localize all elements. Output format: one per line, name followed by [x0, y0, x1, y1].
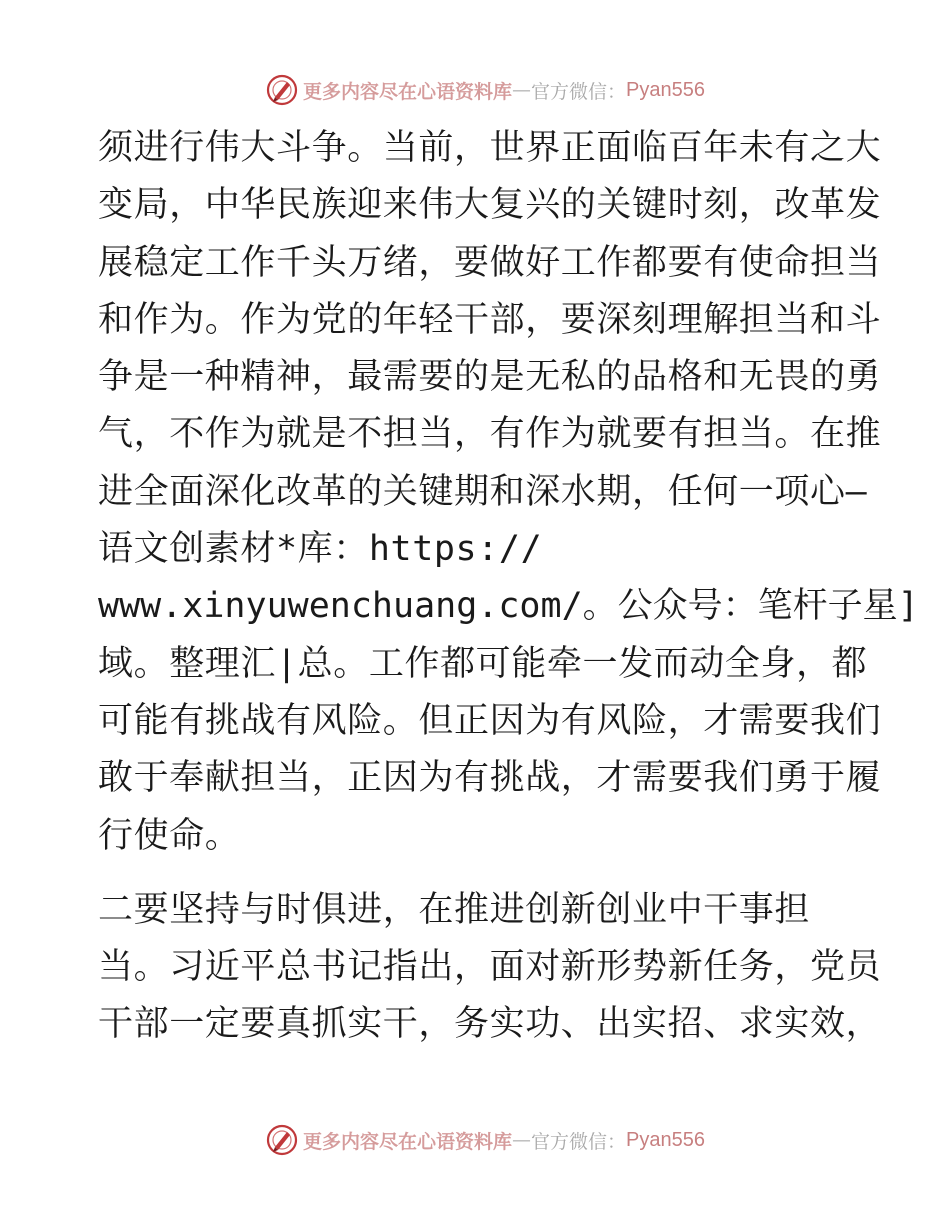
text-line: 当。习近平总书记指出，面对新形势新任务，党员 [98, 947, 882, 988]
text-line: 气，不作为就是不担当，有作为就要有担当。在推 [98, 414, 882, 455]
watermark-separator: — [512, 1129, 532, 1151]
text-line: 可能有挑战有风险。但正因为有风险，才需要我们 [98, 700, 882, 741]
header-watermark [0, 70, 950, 110]
watermark-wechat-id: Pyan556 [626, 1128, 705, 1151]
text-line: 二要坚持与时俱进，在推进创新创业中干事担 [98, 889, 811, 930]
text-line: 语文创素材*库：https:// [98, 529, 543, 570]
text-line: 行使命。 [98, 815, 241, 856]
watermark-separator: — [512, 79, 532, 101]
text-line: 展稳定工作千头万绪，要做好工作都要有使命担当 [98, 242, 882, 283]
text-line: 敢于奉献担当，正因为有挑战，才需要我们勇于履 [98, 758, 882, 799]
watermark-official-label: 官方微信： [531, 80, 627, 103]
body-text [98, 120, 919, 1054]
watermark-main-text: 更多内容尽在心语资料库 [303, 80, 513, 103]
text-line: 进全面深化改革的关键期和深水期，任何一项心— [98, 471, 868, 512]
footer-watermark [0, 1120, 950, 1160]
text-line: 域。整理汇|总。工作都可能牵一发而动全身，都 [98, 643, 868, 684]
watermark-main-text: 更多内容尽在心语资料库 [303, 1130, 513, 1153]
text-line: 干部一定要真抓实干，务实功、出实招、求实效， [98, 1004, 882, 1045]
text-line: 争是一种精神，最需要的是无私的品格和无畏的勇 [98, 357, 882, 398]
watermark-wechat-id: Pyan556 [626, 78, 705, 101]
paragraph-2 [98, 882, 882, 1054]
text-line: 和作为。作为党的年轻干部，要深刻理解担当和斗 [98, 299, 882, 340]
pen-logo-icon [265, 73, 299, 107]
pen-logo-icon [265, 1123, 299, 1157]
text-line: 变局，中华民族迎来伟大复兴的关键时刻，改革发 [98, 185, 882, 226]
paragraph-gap [98, 865, 858, 882]
text-line-url: www.xinyuwenchuang.com/。公众号：笔杆子星] [98, 586, 919, 627]
paragraph-1 [98, 120, 919, 865]
text-line: 须进行伟大斗争。当前，世界正面临百年未有之大 [98, 128, 882, 168]
watermark-official-label: 官方微信： [531, 1130, 627, 1153]
